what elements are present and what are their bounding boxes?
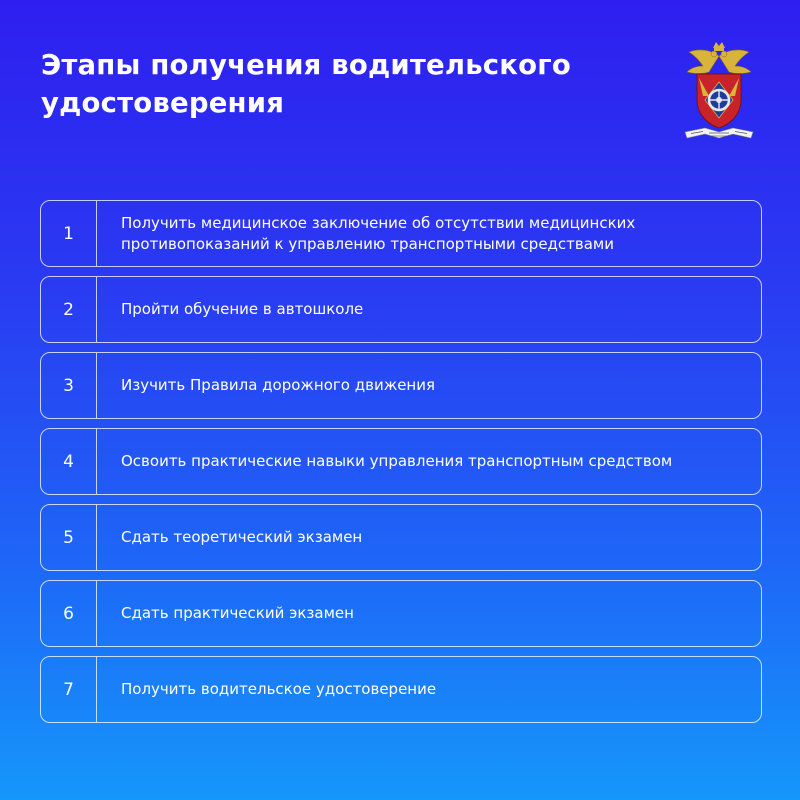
- step-text: Сдать теоретический экзамен: [121, 528, 363, 546]
- step-text: Изучить Правила дорожного движения: [121, 376, 436, 394]
- step-item-3: [40, 352, 762, 419]
- step-item-6: [40, 580, 762, 647]
- step-text-container: [97, 657, 761, 722]
- page-title-line-2: удостоверения: [41, 87, 285, 119]
- step-item-7: [40, 656, 762, 723]
- step-item-1: [40, 200, 762, 267]
- step-item-4: [40, 428, 762, 495]
- step-number: 4: [41, 429, 97, 494]
- step-number: 5: [41, 505, 97, 570]
- page-title: [41, 46, 641, 122]
- step-number: 3: [41, 353, 97, 418]
- step-item-2: [40, 276, 762, 343]
- step-text: Пройти обучение в автошколе: [121, 300, 364, 318]
- step-text: Получить водительское удостоверение: [121, 680, 437, 698]
- step-number: 7: [41, 657, 97, 722]
- step-text-container: [97, 353, 761, 418]
- step-text-container: [97, 277, 761, 342]
- step-text: Сдать практический экзамен: [121, 604, 354, 622]
- step-text-container: [97, 505, 761, 570]
- step-text: Получить медицинское заключение об отсутствии медицинских противопоказаний к управлению транспортными средствами: [121, 213, 636, 253]
- step-number: 2: [41, 277, 97, 342]
- step-text-container: [97, 201, 761, 266]
- step-number: 6: [41, 581, 97, 646]
- police-emblem-icon: [681, 38, 757, 146]
- step-item-5: [40, 504, 762, 571]
- page-title-line-1: Этапы получения водительского: [41, 49, 571, 81]
- steps-list: [40, 200, 762, 732]
- step-text-container: [97, 581, 761, 646]
- step-text: Освоить практические навыки управления транспортным средством: [121, 452, 673, 470]
- step-number: 1: [41, 201, 97, 266]
- step-text-container: [97, 429, 761, 494]
